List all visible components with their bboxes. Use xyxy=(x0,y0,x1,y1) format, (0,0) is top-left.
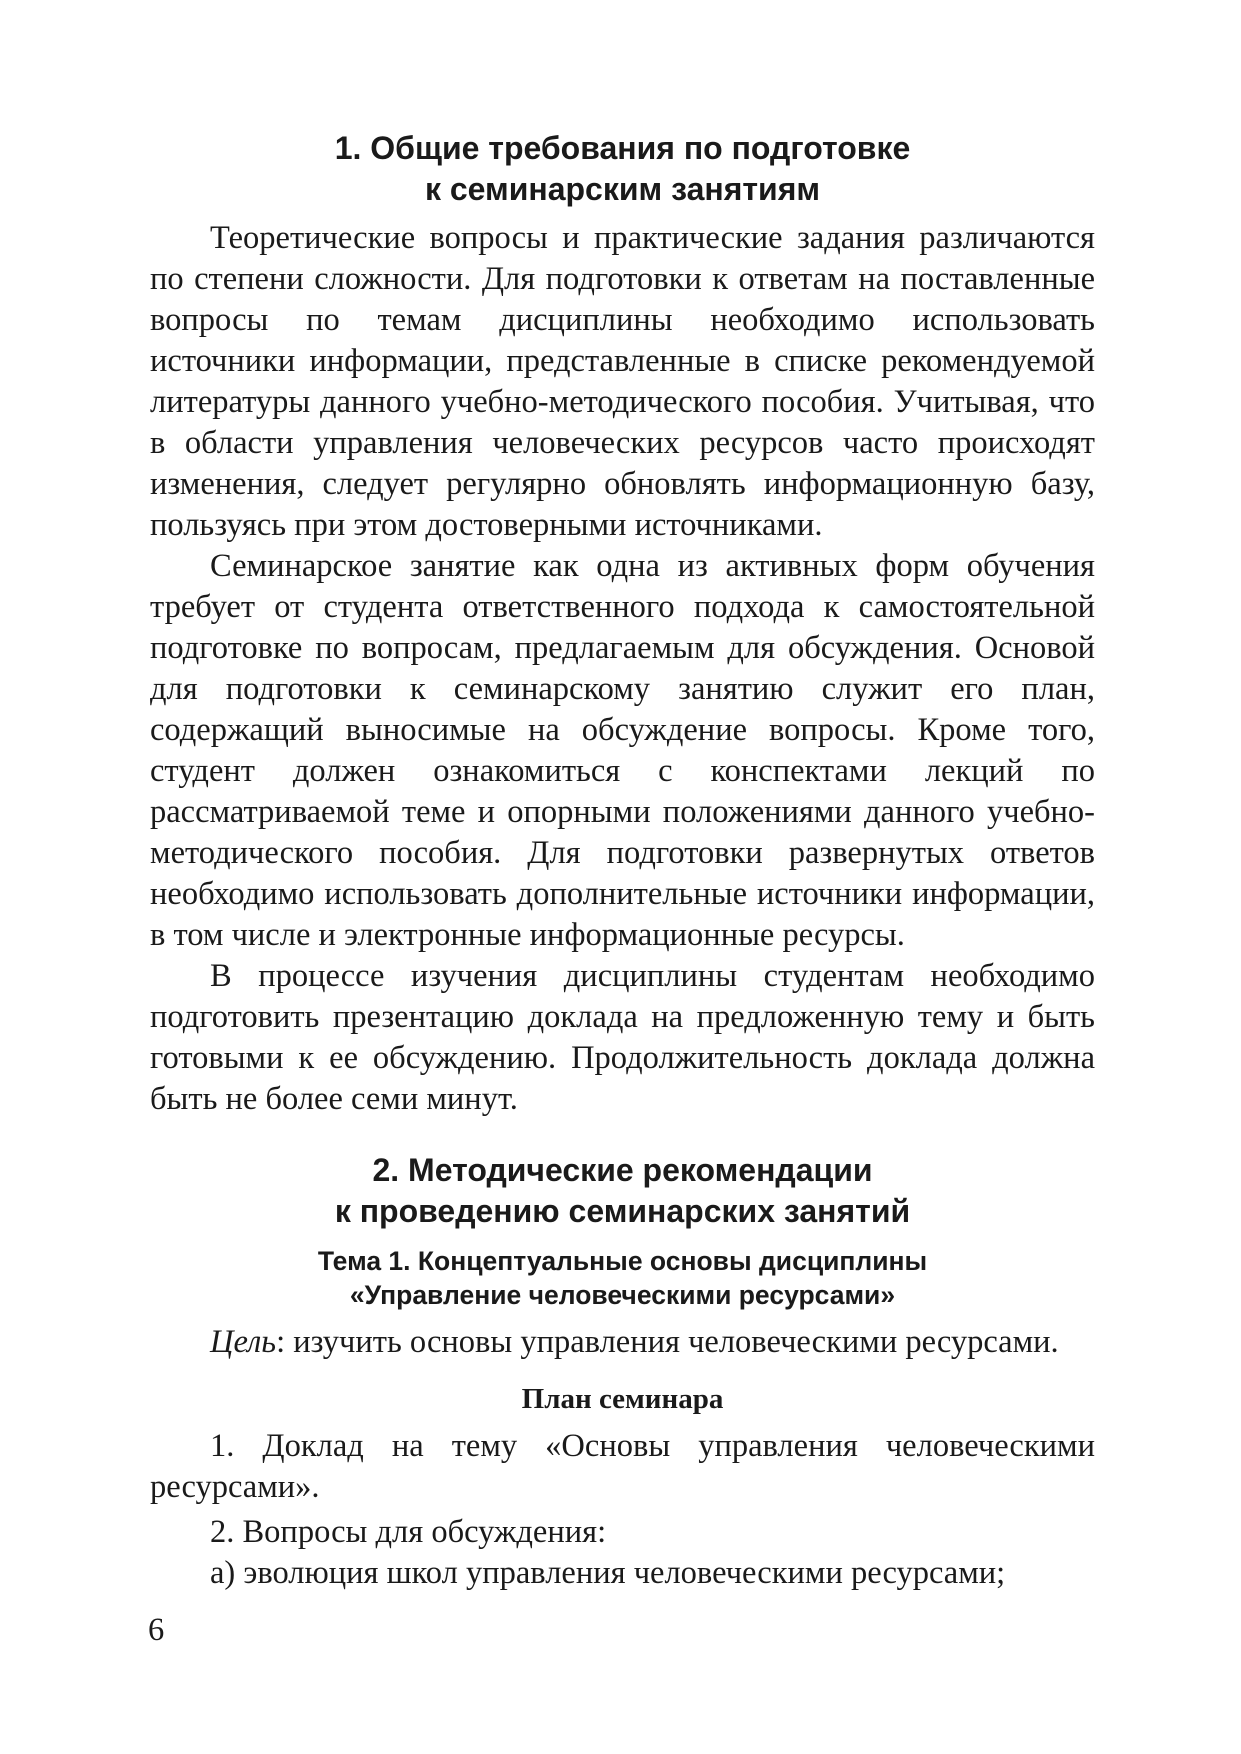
goal-text: : изучить основы управления человеческими ресурсами. xyxy=(276,1324,1059,1360)
plan-item-2a: а) эволюция школ управления человеческими ресурсами; xyxy=(210,1555,1006,1591)
plan-item-1: 1. Доклад на тему «Основы управления человеческими ресурсами». xyxy=(150,1428,1095,1505)
page-content xyxy=(150,128,1095,1594)
section-1-title-line-2: к семинарским занятиям xyxy=(424,171,821,207)
section-1-title xyxy=(150,128,1095,210)
goal-label: Цель xyxy=(210,1324,277,1360)
section-2-title xyxy=(150,1150,1095,1232)
paragraph: Семинарское занятие как одна из активных форм обучения требует от студента ответственного подхода к самостоятельной подготовке по вопросам, предлагаемым для обсуждения. Основой для подготовки к семинарскому занятию служит его план, содержащий выносимые на обсуждение вопросы. Кроме того, студент должен ознакомиться с конспектами лекций по рассматриваемой теме и опорными положениями данного учебно-методического пособия. Для подготовки развернутых ответов необходимо использовать дополнительные источники информации, в том числе и электронные информационные ресурсы. xyxy=(150,548,1095,953)
topic-title xyxy=(150,1244,1095,1312)
topic-title-line-2: «Управление человеческими ресурсами» xyxy=(349,1280,896,1310)
plan-heading: План семинара xyxy=(521,1383,724,1415)
paragraph: В процессе изучения дисциплины студентам необходимо подготовить презентацию доклада на предложенную тему и быть готовыми к ее обсуждению. Продолжительность доклада должна быть не более семи минут. xyxy=(150,958,1095,1117)
section-1-title-line-1: 1. Общие требования по подготовке xyxy=(334,130,911,166)
paragraph: Теоретические вопросы и практические задания различаются по степени сложности. Для подготовки к ответам на поставленные вопросы по темам дисциплины необходимо использовать источники информации, представленные в списке рекомендуемой литературы данного учебно-методического пособия. Учитывая, что в области управления человеческих ресурсов часто происходят изменения, следует регулярно обновлять информационную базу, пользуясь при этом достоверными источниками. xyxy=(150,220,1095,543)
section-2-title-line-2: к проведению семинарских занятий xyxy=(334,1193,911,1229)
goal-statement xyxy=(150,1322,1095,1363)
page-number: 6 xyxy=(148,1612,165,1648)
section-2-title-line-1: 2. Методические рекомендации xyxy=(372,1152,873,1188)
topic-title-line-1: Тема 1. Концептуальные основы дисциплины xyxy=(317,1246,928,1276)
plan-item-2: 2. Вопросы для обсуждения: xyxy=(210,1514,607,1550)
